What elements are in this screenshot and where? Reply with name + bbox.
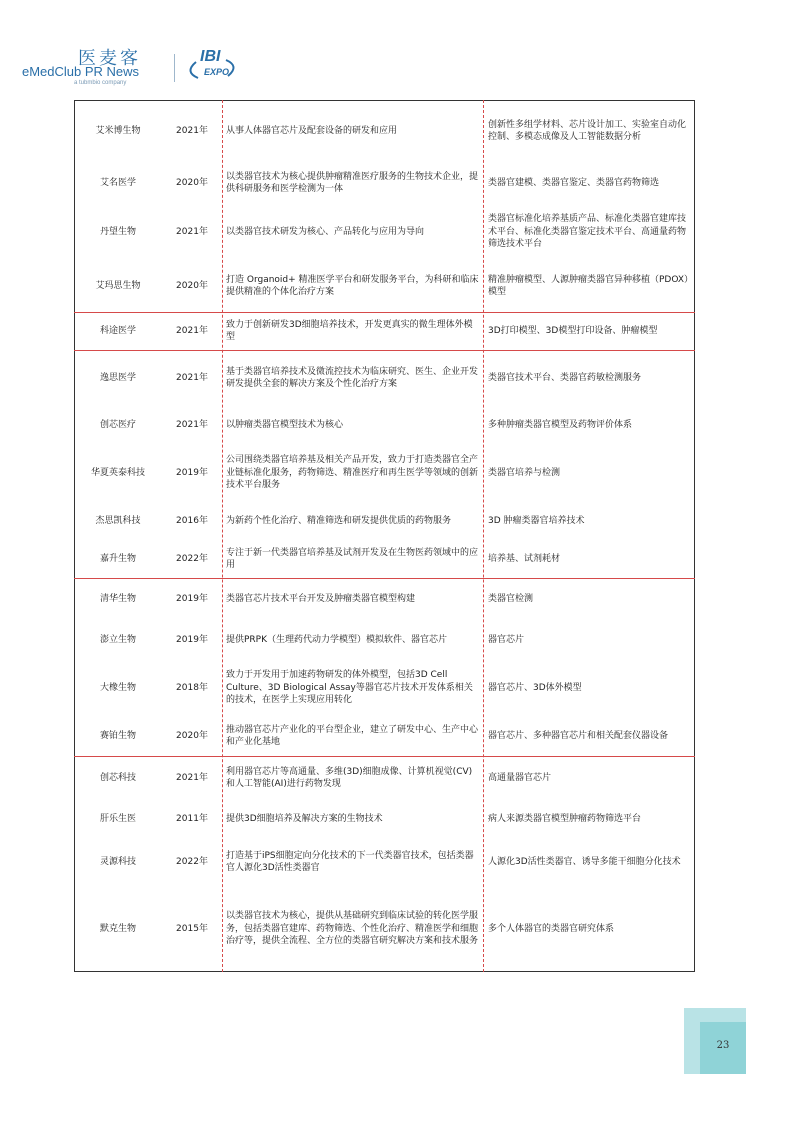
company-name: 科途医学 bbox=[99, 325, 136, 336]
core-technology: 病人来源类器官模型肿瘤药物筛选平台 bbox=[488, 813, 642, 824]
business-description: 提供PRPK（生理药代动力学模型）模拟软件、器官芯片 bbox=[226, 634, 448, 645]
company-name: 大橡生物 bbox=[99, 682, 136, 693]
table-row bbox=[74, 716, 695, 756]
founded-year: 2022年 bbox=[176, 856, 208, 867]
company-name: 赛铂生物 bbox=[99, 730, 136, 741]
business-description: 利用器官芯片等高通量、多维(3D)细胞成像、计算机视觉(CV)和人工智能(AI)进行药物发现 bbox=[226, 766, 473, 789]
founded-year: 2021年 bbox=[176, 419, 208, 430]
business-description: 公司围绕类器官培养基及相关产品开发，致力于打造类器官全产业链标准化服务，药物筛选、精准医疗和再生医学等领域的创新技术平台服务 bbox=[226, 455, 479, 491]
page-number: 23 bbox=[716, 1039, 730, 1051]
core-technology: 器官芯片、3D体外模型 bbox=[488, 682, 582, 693]
company-name: 丹望生物 bbox=[99, 226, 136, 237]
brand-logo bbox=[22, 44, 262, 92]
core-technology: 类器官建模、类器官鉴定、类器官药物筛选 bbox=[488, 177, 660, 188]
company-name: 清华生物 bbox=[99, 593, 136, 604]
business-description: 基于类器官培养技术及微流控技术为临床研究、医生、企业开发研发提供全套的解决方案及个性化治疗方案 bbox=[226, 366, 479, 389]
business-description: 打造基于iPS细胞定向分化技术的下一代类器官技术，包括类器官人源化3D活性类器官 bbox=[226, 850, 474, 873]
founded-year: 2021年 bbox=[176, 125, 208, 136]
business-description: 类器官芯片技术平台开发及肿瘤类器官模型构建 bbox=[226, 593, 416, 604]
company-name: 嘉升生物 bbox=[99, 553, 136, 564]
table-row bbox=[74, 540, 695, 578]
core-technology: 器官芯片、多种器官芯片和相关配套仪器设备 bbox=[488, 730, 669, 741]
business-description: 推动器官芯片产业化的平台型企业，建立了研发中心、生产中心和产业化基地 bbox=[226, 724, 479, 747]
table-row bbox=[74, 886, 695, 972]
business-description: 致力于开发用于加速药物研发的体外模型，包括3D Cell Culture、3D Biological Assay等器官芯片技术开发体系相关的技术，在医学上实现应用转化 bbox=[226, 670, 473, 706]
table-row bbox=[74, 312, 695, 350]
company-name: 肝乐生医 bbox=[99, 813, 136, 824]
table-row bbox=[74, 406, 695, 444]
table-row bbox=[74, 260, 695, 312]
founded-year: 2018年 bbox=[176, 682, 208, 693]
table-row bbox=[74, 204, 695, 260]
column-divider bbox=[483, 100, 484, 972]
brand-en-name: eMedClub PR News bbox=[22, 64, 140, 79]
company-name: 默克生物 bbox=[99, 923, 136, 934]
founded-year: 2019年 bbox=[176, 593, 208, 604]
business-description: 从事人体器官芯片及配套设备的研发和应用 bbox=[226, 125, 398, 136]
founded-year: 2021年 bbox=[176, 372, 208, 383]
founded-year: 2020年 bbox=[176, 730, 208, 741]
core-technology: 类器官检测 bbox=[488, 593, 534, 604]
core-technology: 类器官技术平台、类器官药敏检测服务 bbox=[488, 372, 642, 383]
core-technology: 人源化3D活性类器官、诱导多能干细胞分化技术 bbox=[488, 856, 681, 867]
founded-year: 2020年 bbox=[176, 280, 208, 291]
table-row bbox=[74, 502, 695, 540]
business-description: 以类器官技术为核心，提供从基础研究到临床试验的转化医学服务，包括类器官建库、药物筛选、个性化治疗、精准医学和细胞治疗等，提供全流程、全方位的类器官研究解决方案和技术服务 bbox=[226, 911, 479, 947]
core-technology: 多种肿瘤类器官模型及药物评价体系 bbox=[488, 419, 633, 430]
core-technology: 创新性多组学材料、芯片设计加工、实验室自动化控制、多模态成像及人工智能数据分析 bbox=[488, 119, 687, 142]
business-description: 致力于创新研发3D细胞培养技术，开发更真实的微生理体外模型 bbox=[226, 319, 473, 342]
core-technology: 类器官标准化培养基质产品、标准化类器官建库技术平台、标准化类器官鉴定技术平台、高通量药物筛选技术平台 bbox=[488, 214, 687, 250]
table-row bbox=[74, 756, 695, 800]
core-technology: 类器官培养与检测 bbox=[488, 467, 561, 478]
core-technology: 3D打印模型、3D模型打印设备、肿瘤模型 bbox=[488, 325, 658, 336]
founded-year: 2019年 bbox=[176, 634, 208, 645]
founded-year: 2021年 bbox=[176, 226, 208, 237]
table-row bbox=[74, 444, 695, 502]
business-description: 打造 Organoid+ 精准医学平台和研发服务平台，为科研和临床提供精准的个体化治疗方案 bbox=[226, 274, 479, 297]
core-technology: 高通量器官芯片 bbox=[488, 772, 552, 783]
logo-divider bbox=[174, 54, 175, 82]
expo-name: IBI bbox=[200, 48, 221, 65]
company-name: 艾米博生物 bbox=[95, 125, 141, 136]
core-technology: 3D 肿瘤类器官培养技术 bbox=[488, 515, 585, 526]
founded-year: 2020年 bbox=[176, 177, 208, 188]
founded-year: 2016年 bbox=[176, 515, 208, 526]
expo-logo bbox=[182, 48, 242, 88]
table-row bbox=[74, 162, 695, 204]
table-row bbox=[74, 100, 695, 162]
founded-year: 2015年 bbox=[176, 923, 208, 934]
table-row bbox=[74, 660, 695, 716]
business-description: 提供3D细胞培养及解决方案的生物技术 bbox=[226, 813, 383, 824]
company-name: 澎立生物 bbox=[99, 634, 136, 645]
core-technology: 器官芯片 bbox=[488, 634, 525, 645]
column-divider bbox=[222, 100, 223, 972]
table-row bbox=[74, 620, 695, 660]
founded-year: 2011年 bbox=[176, 813, 208, 824]
business-description: 以类器官技术研发为核心、产品转化与应用为导向 bbox=[226, 226, 425, 237]
company-name: 艾玛思生物 bbox=[95, 280, 141, 291]
company-name: 创芯医疗 bbox=[99, 419, 136, 430]
business-description: 为新药个性化治疗、精准筛选和研发提供优质的药物服务 bbox=[226, 515, 452, 526]
brand-tagline: a tubmbio company bbox=[74, 80, 127, 86]
company-name: 华夏英泰科技 bbox=[90, 467, 145, 478]
business-description: 以肿瘤类器官模型技术为核心 bbox=[226, 419, 344, 430]
company-name: 杰思凯科技 bbox=[95, 515, 141, 526]
table-row bbox=[74, 800, 695, 838]
core-technology: 多个人体器官的类器官研究体系 bbox=[488, 923, 615, 934]
founded-year: 2021年 bbox=[176, 772, 208, 783]
founded-year: 2021年 bbox=[176, 325, 208, 336]
table-row bbox=[74, 838, 695, 886]
table-row bbox=[74, 578, 695, 620]
company-name: 灵源科技 bbox=[99, 856, 136, 867]
business-description: 专注于新一代类器官培养基及试剂开发及在生物医药领域中的应用 bbox=[226, 547, 479, 570]
expo-sub: EXPO bbox=[204, 67, 230, 77]
founded-year: 2019年 bbox=[176, 467, 208, 478]
core-technology: 培养基、试剂耗材 bbox=[488, 553, 561, 564]
business-description: 以类器官技术为核心提供肿瘤精准医疗服务的生物技术企业，提供科研服务和医学检测为一体 bbox=[226, 171, 479, 194]
table-row bbox=[74, 350, 695, 406]
company-name: 逸思医学 bbox=[99, 372, 136, 383]
founded-year: 2022年 bbox=[176, 553, 208, 564]
company-name: 创芯科技 bbox=[99, 772, 136, 783]
company-table bbox=[74, 100, 695, 972]
company-name: 艾名医学 bbox=[99, 177, 136, 188]
brand-cn-name: 医麦客 bbox=[78, 48, 141, 69]
core-technology: 精准肿瘤模型、人源肿瘤类器官异种移植（PDOX）模型 bbox=[488, 274, 689, 297]
